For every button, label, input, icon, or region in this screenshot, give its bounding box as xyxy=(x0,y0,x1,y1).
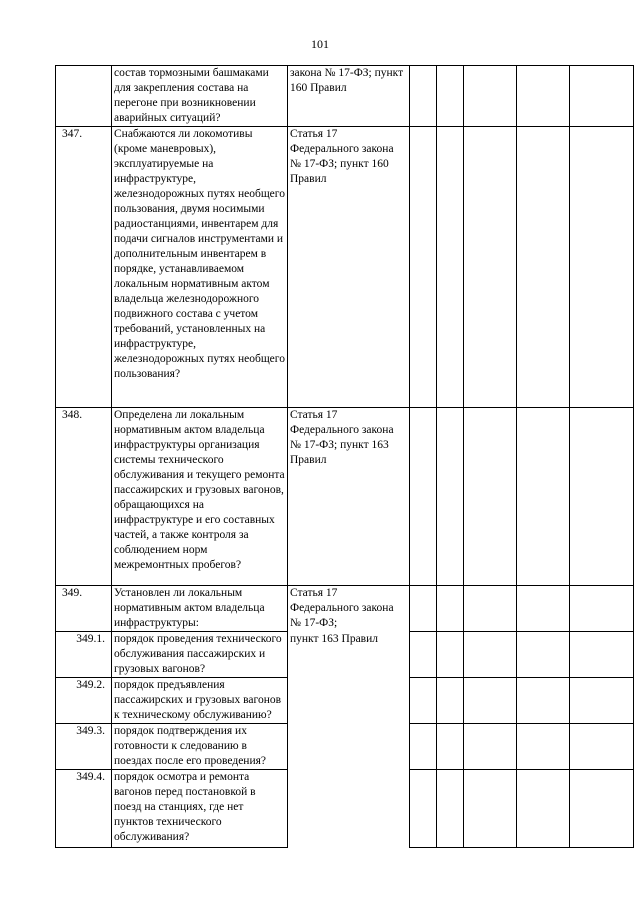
answer-reference-cell[interactable] xyxy=(517,127,570,408)
row-number: 349.1. xyxy=(56,632,112,678)
legal-basis: Статья 17 Федерального закона № 17-ФЗ; пункт 163 Правил xyxy=(288,408,410,586)
answer-no-cell[interactable] xyxy=(437,632,464,678)
answer-reference-cell[interactable] xyxy=(517,770,570,848)
row-number: 348. xyxy=(56,408,112,586)
answer-no-cell[interactable] xyxy=(437,127,464,408)
answer-comment-cell[interactable] xyxy=(570,66,634,127)
question-text: состав тормозными башмаками для закрепления состава на перегоне при возникновении аварийных ситуаций? xyxy=(112,66,288,127)
row-number: 349.3. xyxy=(56,724,112,770)
answer-na-cell[interactable] xyxy=(464,127,517,408)
legal-basis: Статья 17 Федерального закона № 17-ФЗ; xyxy=(288,586,410,632)
table-row xyxy=(56,586,634,632)
answer-comment-cell[interactable] xyxy=(570,127,634,408)
answer-yes-cell[interactable] xyxy=(410,632,437,678)
answer-comment-cell[interactable] xyxy=(570,632,634,678)
table-row xyxy=(56,66,634,127)
page-number: 101 xyxy=(311,37,329,51)
checklist-table xyxy=(55,65,634,848)
legal-basis: закона № 17-ФЗ; пункт 160 Правил xyxy=(288,66,410,127)
answer-na-cell[interactable] xyxy=(464,770,517,848)
answer-no-cell[interactable] xyxy=(437,66,464,127)
answer-na-cell[interactable] xyxy=(464,632,517,678)
answer-yes-cell[interactable] xyxy=(410,724,437,770)
answer-yes-cell[interactable] xyxy=(410,66,437,127)
row-number: 349.4. xyxy=(56,770,112,848)
answer-no-cell[interactable] xyxy=(437,724,464,770)
answer-reference-cell[interactable] xyxy=(517,724,570,770)
answer-yes-cell[interactable] xyxy=(410,678,437,724)
question-text: порядок осмотра и ремонта вагонов перед постановкой в поезд на станциях, где нет пунктов технического обслуживания? xyxy=(112,770,288,848)
answer-yes-cell[interactable] xyxy=(410,586,437,632)
answer-reference-cell[interactable] xyxy=(517,408,570,586)
answer-reference-cell[interactable] xyxy=(517,678,570,724)
answer-reference-cell[interactable] xyxy=(517,586,570,632)
question-text: порядок подтверждения их готовности к следованию в поездах после его проведения? xyxy=(112,724,288,770)
row-number xyxy=(56,66,112,127)
answer-yes-cell[interactable] xyxy=(410,770,437,848)
question-text: Определена ли локальным нормативным актом владельца инфраструктуры организация системы технического обслуживания и текущего ремонта пассажирских и грузовых вагонов, обращающихся на инфраструктуре и его составных частей, а также контроля за соблюдением норм межремонтных пробегов? xyxy=(112,408,288,586)
answer-reference-cell[interactable] xyxy=(517,66,570,127)
legal-basis: пункт 163 Правил xyxy=(288,632,410,848)
answer-no-cell[interactable] xyxy=(437,678,464,724)
answer-comment-cell[interactable] xyxy=(570,678,634,724)
table-row xyxy=(56,632,634,678)
answer-no-cell[interactable] xyxy=(437,408,464,586)
answer-na-cell[interactable] xyxy=(464,66,517,127)
answer-comment-cell[interactable] xyxy=(570,724,634,770)
row-number: 349. xyxy=(56,586,112,632)
row-number: 349.2. xyxy=(56,678,112,724)
legal-basis: Статья 17 Федерального закона № 17-ФЗ; пункт 160 Правил xyxy=(288,127,410,408)
table-row xyxy=(56,127,634,408)
answer-na-cell[interactable] xyxy=(464,724,517,770)
answer-no-cell[interactable] xyxy=(437,586,464,632)
answer-na-cell[interactable] xyxy=(464,678,517,724)
question-text: Снабжаются ли локомотивы (кроме маневровых), эксплуатируемые на инфраструктуре, железнодорожных путях необщего пользования, двумя носимыми радиостанциями, инвентарем для подачи сигналов инструментами и дополнительным инвентарем в порядке, устанавливаемом локальным нормативным актом владельца железнодорожного подвижного состава с учетом требований, установленных на инфраструктуре, железнодорожных путях необщего пользования? xyxy=(112,127,288,408)
answer-no-cell[interactable] xyxy=(437,770,464,848)
question-text: Установлен ли локальным нормативным актом владельца инфраструктуры: xyxy=(112,586,288,632)
answer-yes-cell[interactable] xyxy=(410,127,437,408)
question-text: порядок предъявления пассажирских и грузовых вагонов к техническому обслуживанию? xyxy=(112,678,288,724)
table-row xyxy=(56,408,634,586)
answer-comment-cell[interactable] xyxy=(570,770,634,848)
answer-comment-cell[interactable] xyxy=(570,408,634,586)
question-text: порядок проведения технического обслуживания пассажирских и грузовых вагонов? xyxy=(112,632,288,678)
answer-yes-cell[interactable] xyxy=(410,408,437,586)
answer-na-cell[interactable] xyxy=(464,586,517,632)
row-number: 347. xyxy=(56,127,112,408)
answer-reference-cell[interactable] xyxy=(517,632,570,678)
answer-comment-cell[interactable] xyxy=(570,586,634,632)
answer-na-cell[interactable] xyxy=(464,408,517,586)
